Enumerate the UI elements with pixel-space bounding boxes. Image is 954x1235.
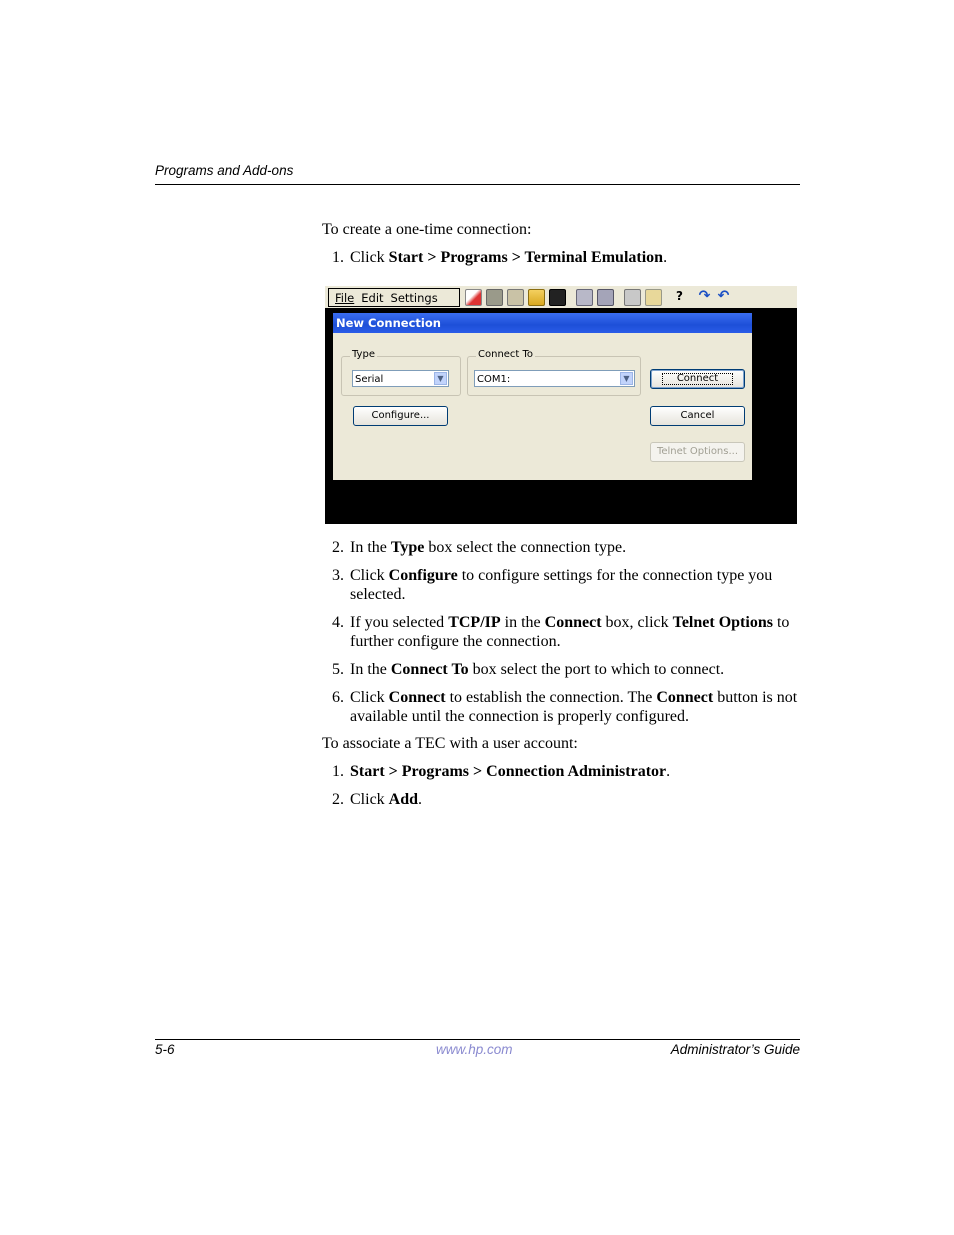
step-number: 1. [332, 763, 344, 780]
step-text: Click Connect to establish the connection. The Connect button is not available until the connection is properly configured. [350, 689, 798, 725]
step-list-item [332, 566, 802, 604]
step-list-item [332, 762, 802, 781]
save-icon[interactable] [549, 289, 566, 306]
toolbar-icons [465, 289, 735, 306]
type-select[interactable] [352, 370, 449, 387]
menu-file[interactable]: File [335, 290, 355, 305]
step-text: Click Start > Programs > Terminal Emulation. [350, 249, 668, 266]
step-number: 4. [332, 614, 344, 631]
menu-bar [328, 288, 460, 307]
step-list-item [332, 248, 802, 267]
chevron-down-icon[interactable]: ▼ [620, 372, 633, 385]
print-setup-icon[interactable] [597, 289, 614, 306]
step-text: If you selected TCP/IP in the Connect box, click Telnet Options to further configure the connection. [350, 614, 790, 650]
step-text: In the Connect To box select the port to which to connect. [350, 661, 725, 678]
step-number: 3. [332, 567, 344, 584]
step-list-item [332, 688, 802, 726]
toolbar [325, 286, 797, 308]
connect-to-label: Connect To [478, 349, 534, 360]
type-label: Type [352, 349, 375, 360]
menu-edit[interactable]: Edit [361, 290, 384, 305]
undo-icon[interactable]: ↶ [717, 288, 730, 304]
redo-icon[interactable]: ↷ [698, 288, 711, 304]
step-number: 6. [332, 689, 344, 706]
cancel-button[interactable]: Cancel [650, 406, 745, 426]
telnet-options-button[interactable]: Telnet Options... [650, 442, 745, 462]
step-text: Click Configure to configure settings for the connection type you selected. [350, 567, 773, 603]
step-number: 1. [332, 249, 344, 266]
header-rule [155, 184, 800, 185]
guide-title: Administrator’s Guide [670, 1042, 800, 1057]
open-icon[interactable] [528, 289, 545, 306]
running-head: Programs and Add-ons [155, 163, 294, 178]
step-list-item [332, 660, 802, 679]
step-number: 2. [332, 539, 344, 556]
connect-to-select-value: COM1: [477, 374, 511, 385]
paste-icon[interactable] [645, 289, 662, 306]
new-connection-icon[interactable] [465, 289, 482, 306]
step-list-item [332, 538, 802, 557]
step-number: 2. [332, 791, 344, 808]
step-text: In the Type box select the connection type. [350, 539, 627, 556]
help-icon[interactable]: ? [676, 289, 683, 303]
type-select-value: Serial [355, 374, 384, 385]
page-number: 5-6 [155, 1042, 175, 1057]
menu-settings[interactable]: Settings [390, 290, 438, 305]
connect-button-label: Connect [662, 373, 733, 385]
intro-associate-tec: To associate a TEC with a user account: [322, 735, 578, 752]
footer-rule [155, 1039, 800, 1040]
intro-create-connection: To create a one-time connection: [322, 221, 532, 238]
dialog-title: New Connection [333, 313, 752, 333]
chevron-down-icon[interactable]: ▼ [434, 372, 447, 385]
copy-icon[interactable] [624, 289, 641, 306]
new-connection-dialog [333, 313, 752, 480]
network-icon[interactable] [486, 289, 503, 306]
step-number: 5. [332, 661, 344, 678]
step-list-item [332, 613, 802, 651]
configure-button[interactable]: Configure... [353, 406, 448, 426]
step-text: Start > Programs > Connection Administrator. [350, 763, 671, 780]
connect-icon[interactable] [507, 289, 524, 306]
connect-to-select[interactable] [474, 370, 635, 387]
footer-url-link[interactable]: www.hp.com [436, 1042, 513, 1057]
terminal-emulation-screenshot [325, 286, 797, 524]
connect-button[interactable] [650, 369, 745, 389]
step-text: Click Add. [350, 791, 423, 808]
step-list-item [332, 790, 802, 809]
print-icon[interactable] [576, 289, 593, 306]
